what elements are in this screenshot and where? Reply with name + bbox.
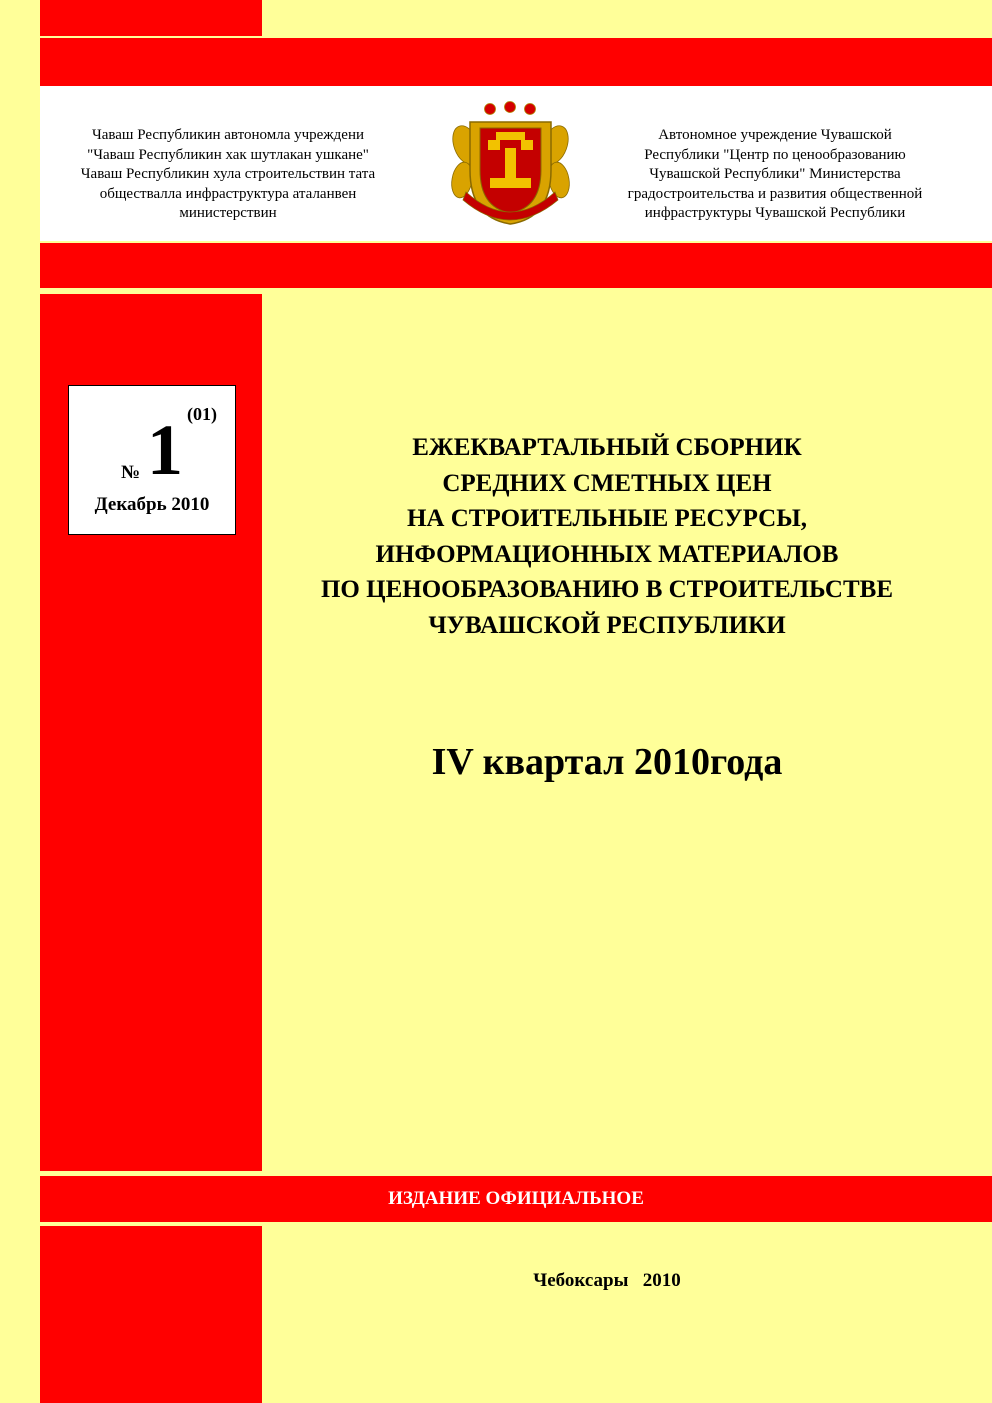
- city-year: Чебоксары 2010: [533, 1270, 681, 1291]
- issue-number-box: [68, 385, 236, 535]
- top-red-strip: [40, 0, 262, 36]
- bottom-red-band: [40, 1176, 992, 1222]
- document-title: ЕЖЕКВАРТАЛЬНЫЙ СБОРНИК СРЕДНИХ СМЕТНЫХ ЦЕН НА СТРОИТЕЛЬНЫЕ РЕСУРСЫ, ИНФОРМАЦИОННЫХ МАТЕРИАЛОВ ПО ЦЕНООБРАЗОВАНИЮ В СТРОИТЕЛЬСТВЕ ЧУВАШСКОЙ РЕСПУБЛИКИ: [320, 434, 894, 639]
- chuvash-coat-of-arms-icon: [448, 100, 573, 230]
- issue-sub-number: (01): [187, 404, 217, 424]
- issue-number: 1: [147, 410, 183, 490]
- issue-number-sign: №: [121, 462, 141, 483]
- middle-red-band: [40, 243, 992, 288]
- quarter-label: IV квартал 2010года: [431, 741, 783, 783]
- official-edition-label: ИЗДАНИЕ ОФИЦИАЛЬНОЕ: [388, 1188, 644, 1209]
- top-red-band: [40, 38, 992, 86]
- issue-date: Декабрь 2010: [94, 494, 210, 515]
- org-name-russian: Автономное учреждение Чувашской Республики "Центр по ценообразованию Чувашской Республики" Министерства градостроительства и развития общественной инфраструктуры Чувашской Республики: [627, 127, 923, 221]
- org-name-chuvash: Чаваш Республикин автономла учреждени "Чаваш Республикин хак шутлакан ушкане" Чаваш Республикин хула строительствин тата обществалла инфраструктура аталанвен министерствин: [80, 127, 376, 221]
- left-lower-red-column: [40, 1226, 262, 1403]
